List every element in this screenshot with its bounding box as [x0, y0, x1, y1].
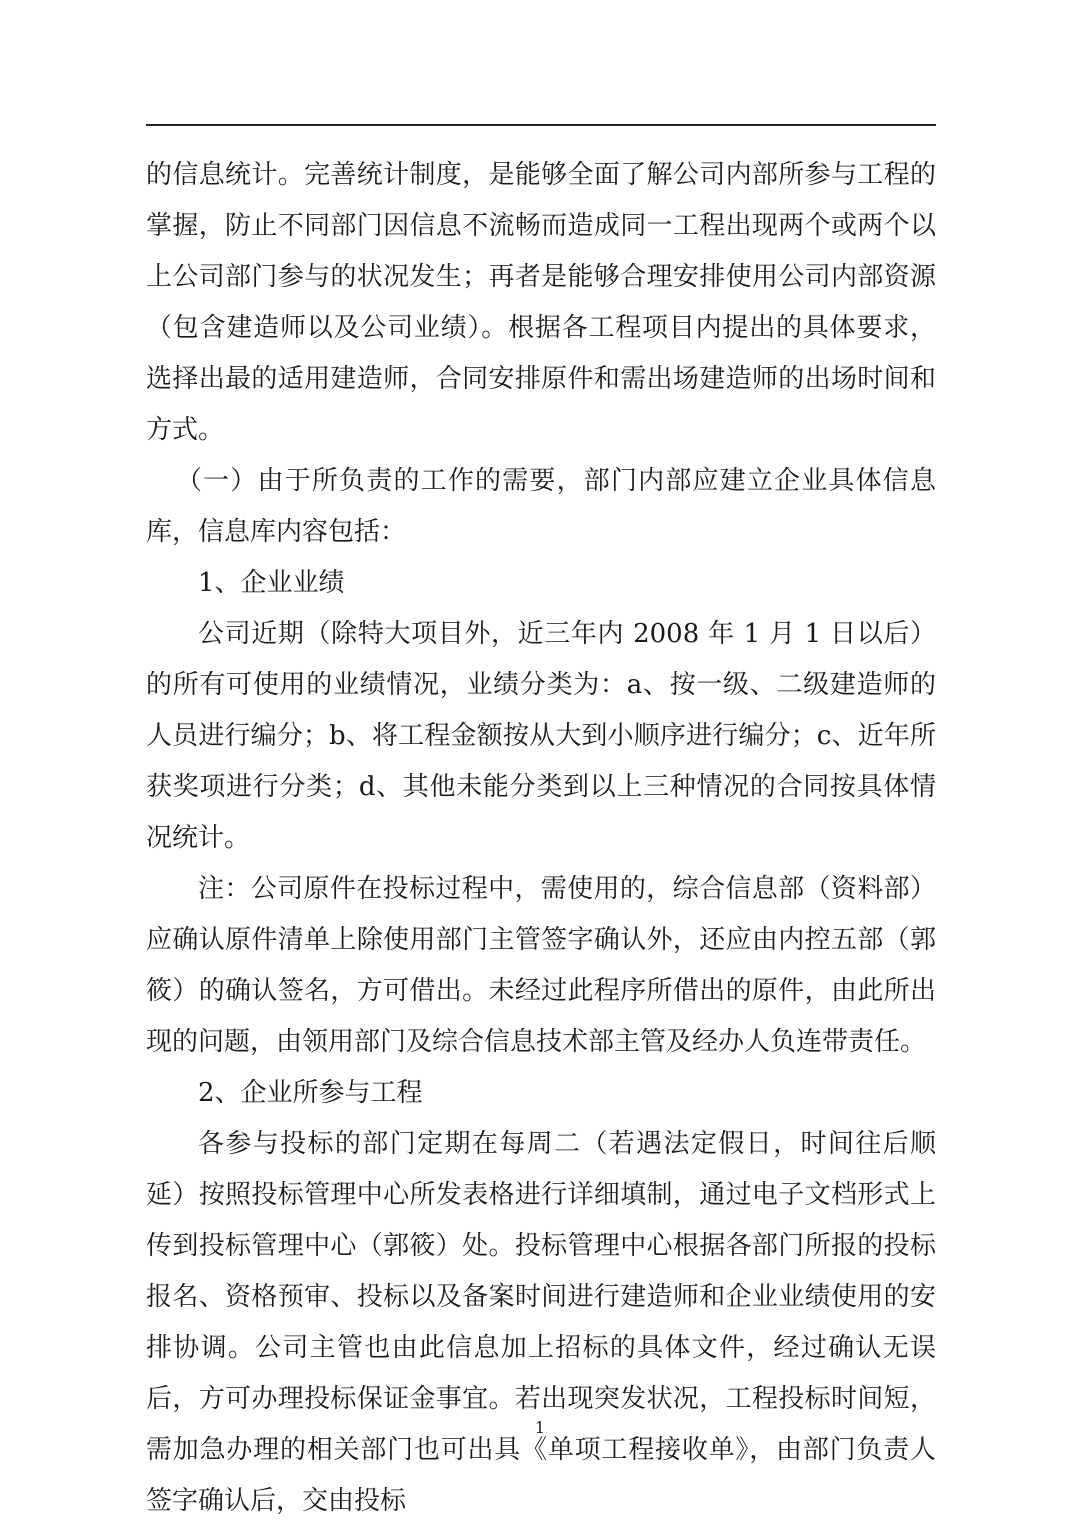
heading-participating-projects: 2、企业所参与工程	[198, 1078, 423, 1108]
paragraph-section-one: （一）由于所负责的工作的需要，部门内部应建立企业具体信息库，信息库内容包括：	[146, 466, 936, 547]
header-rule	[146, 124, 936, 126]
paragraph-bidding-procedure: 各参与投标的部门定期在每周二（若遇法定假日，时间往后顺延）按照投标管理中心所发表格进行详细填制，通过电子文档形式上传到投标管理中心（郭筱）处。投标管理中心根据各部门所报的投标报名、资格预审、投标以及备案时间进行建造师和企业业绩使用的安排协调。公司主管也由此信息加上招标的具体文件，经过确认无误后，方可办理投标保证金事宜。若出现突发状况，工程投标时间短，需加急办理的相关部门也可出具《单项工程接收单》，由部门负责人签字确认后，交由投标	[146, 1129, 936, 1516]
paragraph-continuation: 的信息统计。完善统计制度，是能够全面了解公司内部所参与工程的掌握，防止不同部门因信息不流畅而造成同一工程出现两个或两个以上公司部门参与的状况发生；再者是能够合理安排使用公司内部资源（包含建造师以及公司业绩）。根据各工程项目内提出的具体要求，选择出最的适用建造师，合同安排原件和需出场建造师的出场时间和方式。	[146, 160, 936, 445]
paragraph-note: 注：公司原件在投标过程中，需使用的，综合信息部（资料部）应确认原件清单上除使用部门主管签字确认外，还应由内控五部（郭筱）的确认签名，方可借出。未经过此程序所借出的原件，由此所出现的问题，由领用部门及综合信息技术部主管及经办人负连带责任。	[146, 874, 936, 1057]
paragraph-performance-details: 公司近期（除特大项目外，近三年内 2008 年 1 月 1 日以后）的所有可使用的业绩情况，业绩分类为：a、按一级、二级建造师的人员进行编分；b、将工程金额按从大到小顺序进行编分；c、近年所获奖项进行分类；d、其他未能分类到以上三种情况的合同按具体情况统计。	[146, 619, 936, 853]
heading-enterprise-performance: 1、企业业绩	[198, 568, 345, 598]
document-body	[146, 150, 936, 1527]
page-number: 1	[534, 1418, 546, 1437]
